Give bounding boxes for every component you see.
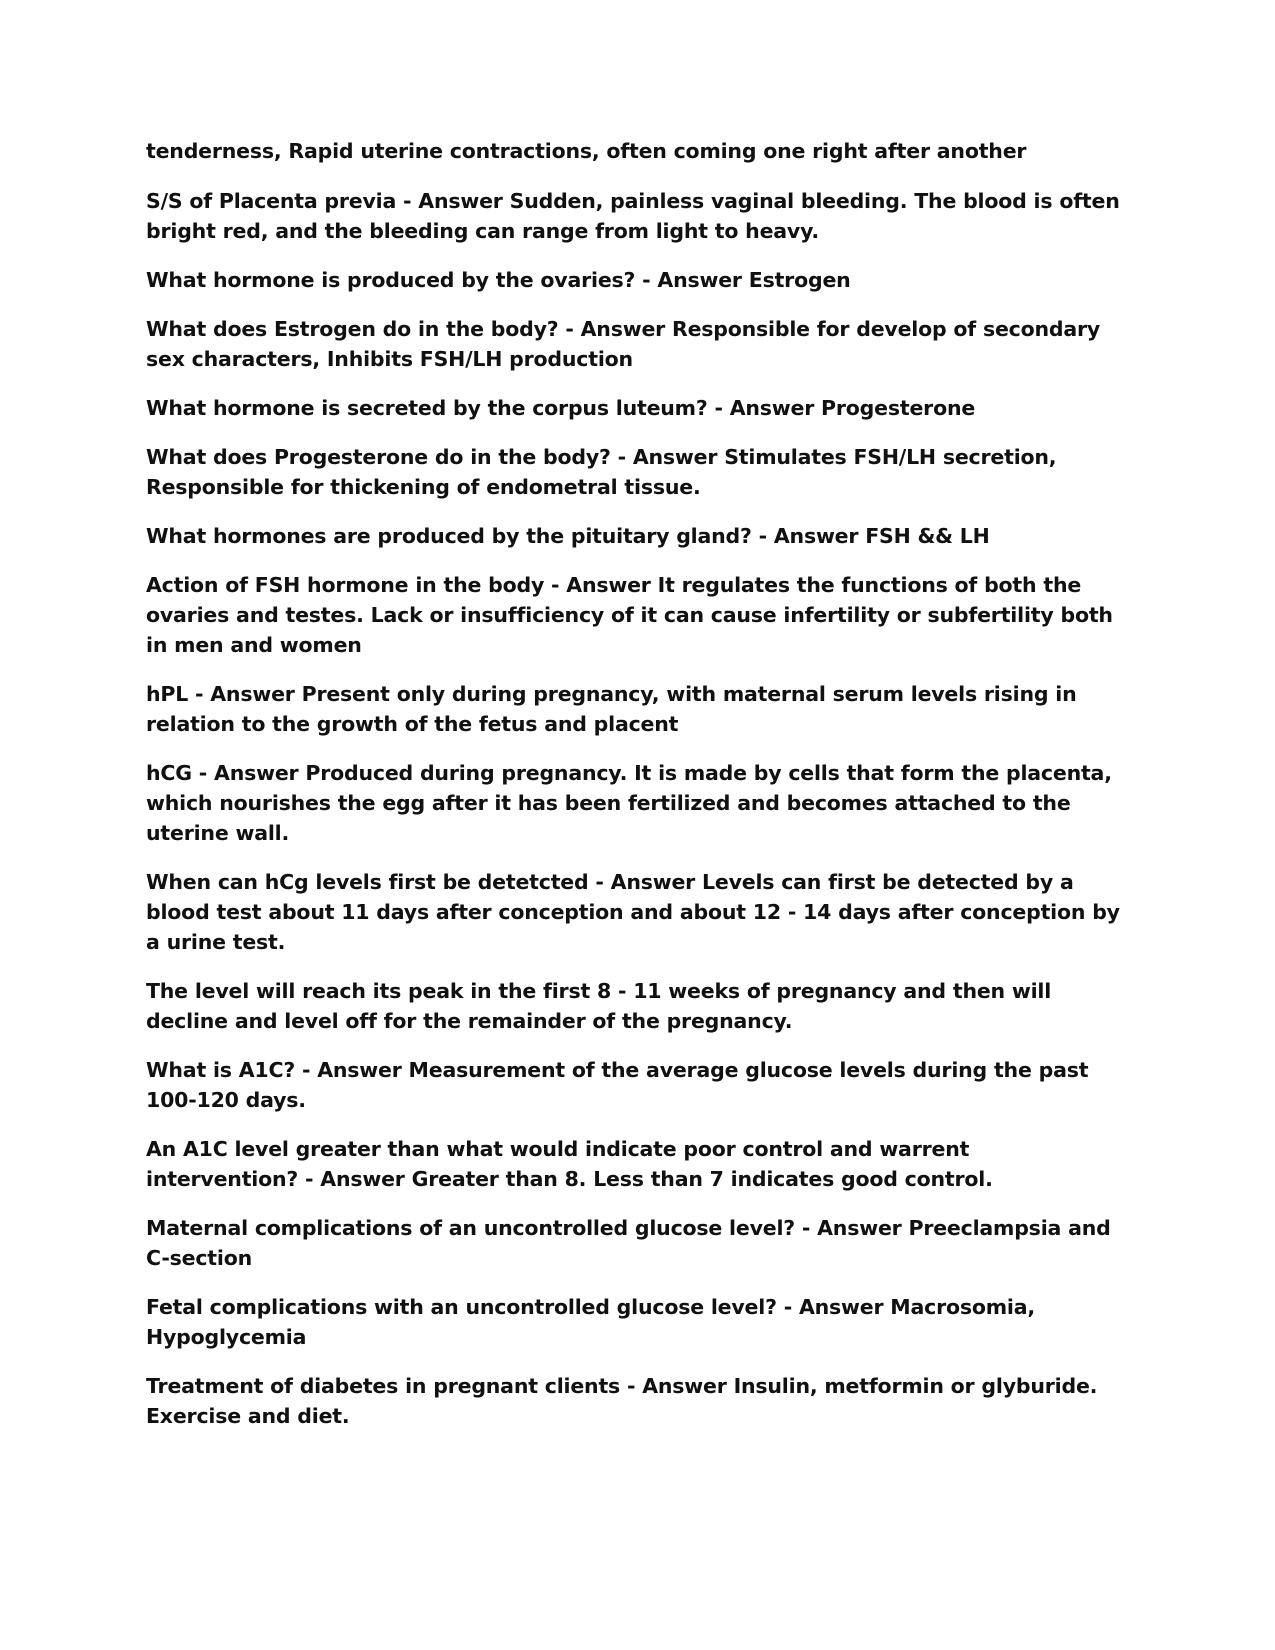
- paragraph-fsh-action: Action of FSH hormone in the body - Answer It regulates the functions of both the ovaries and testes. Lack or insufficiency of it can cause infertility or subfertility both in men and women: [146, 573, 1113, 657]
- paragraph-hcg: hCG - Answer Produced during pregnancy. It is made by cells that form the placenta, which nourishes the egg after it has been fertilized and becomes attached to the uterine wall.: [146, 761, 1112, 845]
- paragraph-diabetes-treatment: Treatment of diabetes in pregnant clients - Answer Insulin, metformin or glyburide. Exercise and diet.: [146, 1374, 1098, 1428]
- paragraph-pituitary-hormones: What hormones are produced by the pituitary gland? - Answer FSH && LH: [146, 524, 990, 548]
- paragraph-estrogen-function: What does Estrogen do in the body? - Answer Responsible for develop of secondary sex characters, Inhibits FSH/LH production: [146, 317, 1101, 371]
- paragraph-a1c-threshold: An A1C level greater than what would indicate poor control and warrent intervention? - Answer Greater than 8. Less than 7 indicates good control.: [146, 1137, 993, 1191]
- paragraph-continuation: tenderness, Rapid uterine contractions, often coming one right after another: [146, 139, 1027, 163]
- paragraph-maternal-complications: Maternal complications of an uncontrolled glucose level? - Answer Preeclampsia and C-section: [146, 1216, 1111, 1270]
- paragraph-a1c-definition: What is A1C? - Answer Measurement of the average glucose levels during the past 100-120 days.: [146, 1058, 1089, 1112]
- paragraph-fetal-complications: Fetal complications with an uncontrolled glucose level? - Answer Macrosomia, Hypoglycemia: [146, 1295, 1035, 1349]
- paragraph-hcg-detection: When can hCg levels first be detetcted - Answer Levels can first be detected by a blood test about 11 days after conception and about 12 - 14 days after conception by a urine test.: [146, 870, 1120, 954]
- paragraph-corpus-luteum: What hormone is secreted by the corpus luteum? - Answer Progesterone: [146, 396, 976, 420]
- paragraph-hpl: hPL - Answer Present only during pregnancy, with maternal serum levels rising in relation to the growth of the fetus and placent: [146, 682, 1077, 736]
- paragraph-progesterone-function: What does Progesterone do in the body? - Answer Stimulates FSH/LH secretion, Responsible for thickening of endometral tissue.: [146, 445, 1057, 499]
- document-body: [146, 136, 1126, 1450]
- paragraph-placenta-previa: S/S of Placenta previa - Answer Sudden, painless vaginal bleeding. The blood is often bright red, and the bleeding can range from light to heavy.: [146, 189, 1120, 243]
- paragraph-hcg-peak: The level will reach its peak in the first 8 - 11 weeks of pregnancy and then will decline and level off for the remainder of the pregnancy.: [146, 979, 1052, 1033]
- paragraph-ovaries-hormone: What hormone is produced by the ovaries? - Answer Estrogen: [146, 268, 851, 292]
